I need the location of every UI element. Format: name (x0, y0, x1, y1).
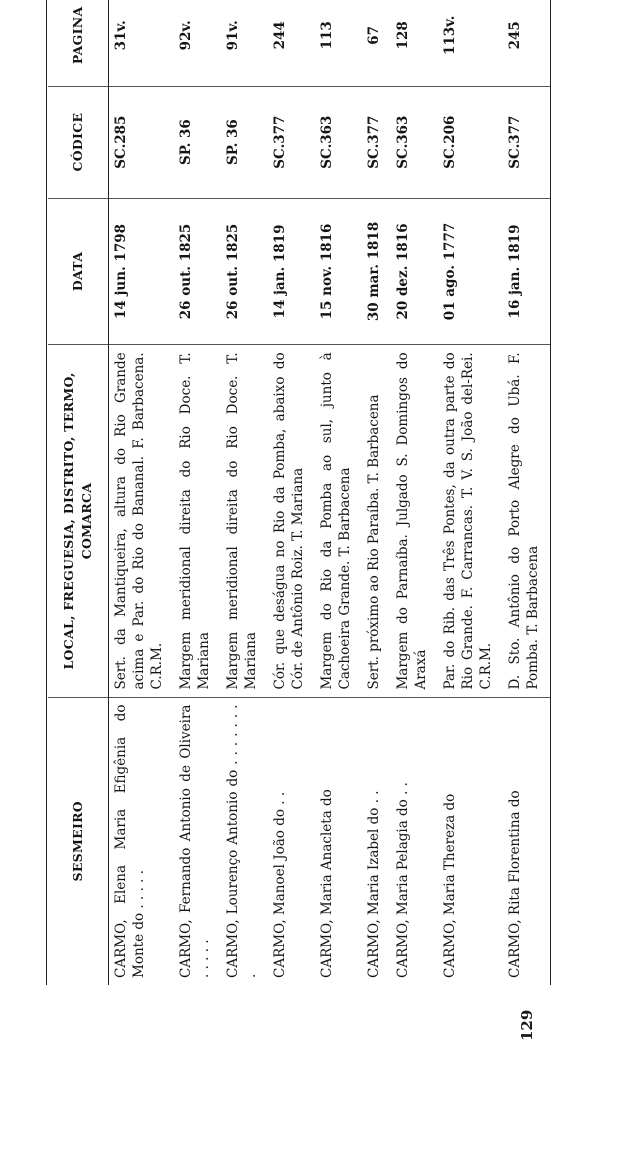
cell-data: 14 jan. 1819 (268, 198, 315, 345)
header-local: LOCAL, FREGUESIA, DISTRITO, TERMO, COMARCA (48, 345, 109, 697)
cell-data: 01 ago. 1777 (438, 198, 503, 345)
cell-local: Sert. da Mantiqueira, altura do Rio Grande acima e Par. do Rio do Bananal. F. Barbacena. C.R.M. (109, 345, 175, 697)
cell-sesmeiro: CARMO, Maria Izabel do . . (366, 790, 382, 978)
cell-data: 16 jan. 1819 (503, 198, 551, 345)
cell-sesmeiro: CARMO, Fernando Antonio de Oliveira . . . . . (178, 704, 212, 978)
cell-codice: SP. 36 (174, 86, 221, 198)
cell-data: 14 jun. 1798 (109, 198, 175, 345)
cell-data: 20 dez. 1816 (391, 198, 438, 345)
cell-sesmeiro: CARMO, Elena Maria Efigênia do Monte do . . . . . (113, 704, 147, 978)
table-row (391, 0, 438, 985)
cell-local: Margem meridional direita do Rio Doce. T. Mariana (221, 345, 268, 697)
cell-codice: SC.363 (391, 86, 438, 198)
page-number: 129 (518, 1009, 536, 1041)
cell-codice: SC.377 (268, 86, 315, 198)
table-row (268, 0, 315, 985)
cell-pagina: 67 (362, 0, 391, 86)
cell-pagina: 113v. (438, 0, 503, 86)
cell-pagina: 128 (391, 0, 438, 86)
header-data: DATA (48, 198, 109, 345)
cell-pagina: 245 (503, 0, 551, 86)
cell-codice: SC.285 (109, 86, 175, 198)
cell-sesmeiro: CARMO, Rita Florentina do (503, 697, 551, 985)
cell-codice: SP. 36 (221, 86, 268, 198)
cell-pagina: 113 (315, 0, 362, 86)
cell-local: Par. do Rib. das Três Pontes, da outra parte do Rio Grande. F. Carrancas. T. V. S. João del-Rei. C.R.M. (438, 345, 503, 697)
cell-local: Margem meridional direita do Rio Doce. T. Mariana (174, 345, 221, 697)
cell-codice: SC.363 (315, 86, 362, 198)
cell-local: Margem do Rio da Pomba ao sul, junto à Cachoeira Grande. T. Barbacena (315, 345, 362, 697)
table-row (362, 0, 391, 985)
header-sesmeiro: SESMEIRO (48, 697, 109, 985)
cell-local: Margem do Parnaíba. Julgado S. Domingos do Araxá (391, 345, 438, 697)
table-row (174, 0, 221, 985)
cell-pagina: 244 (268, 0, 315, 86)
cell-sesmeiro: CARMO, Lourenço Antonio do . . . . . . . . (225, 704, 259, 978)
cell-codice: SC.377 (362, 86, 391, 198)
table-top-rule (46, 0, 47, 985)
table-row (221, 0, 268, 985)
cell-sesmeiro: CARMO, Maria Thereza do (442, 793, 458, 978)
cell-data: 26 out. 1825 (174, 198, 221, 345)
cell-data: 26 out. 1825 (221, 198, 268, 345)
header-row (48, 0, 109, 985)
table-row (315, 0, 362, 985)
cell-pagina: 31v. (109, 0, 175, 86)
cell-sesmeiro: CARMO, Maria Anacleta do (319, 789, 335, 978)
cell-local: Cór. que deságua no Rio da Pomba, abaixo do Cór. de Antônio Roiz. T. Mariana (268, 345, 315, 697)
cell-sesmeiro: CARMO, Maria Pelagia do . . (395, 782, 411, 978)
cell-codice: SC.377 (503, 86, 551, 198)
table-row (109, 0, 175, 985)
header-codice: CÓDICE (48, 86, 109, 198)
sesmarias-table (48, 0, 551, 985)
cell-local: Sert. próximo ao Rio Paraíba. T. Barbacena (362, 345, 391, 697)
cell-sesmeiro: CARMO, Manoel João do . . (272, 791, 288, 978)
table-row (503, 0, 551, 985)
cell-local: D. Sto. Antônio do Porto Alegre do Ubá. F. Pomba. T. Barbacena (503, 345, 551, 697)
cell-codice: SC.206 (438, 86, 503, 198)
cell-pagina: 92v. (174, 0, 221, 86)
cell-pagina: 91v. (221, 0, 268, 86)
table-row (438, 0, 503, 985)
header-pagina: PAGINA (48, 0, 109, 86)
cell-data: 15 nov. 1816 (315, 198, 362, 345)
cell-data: 30 mar. 1818 (362, 198, 391, 345)
